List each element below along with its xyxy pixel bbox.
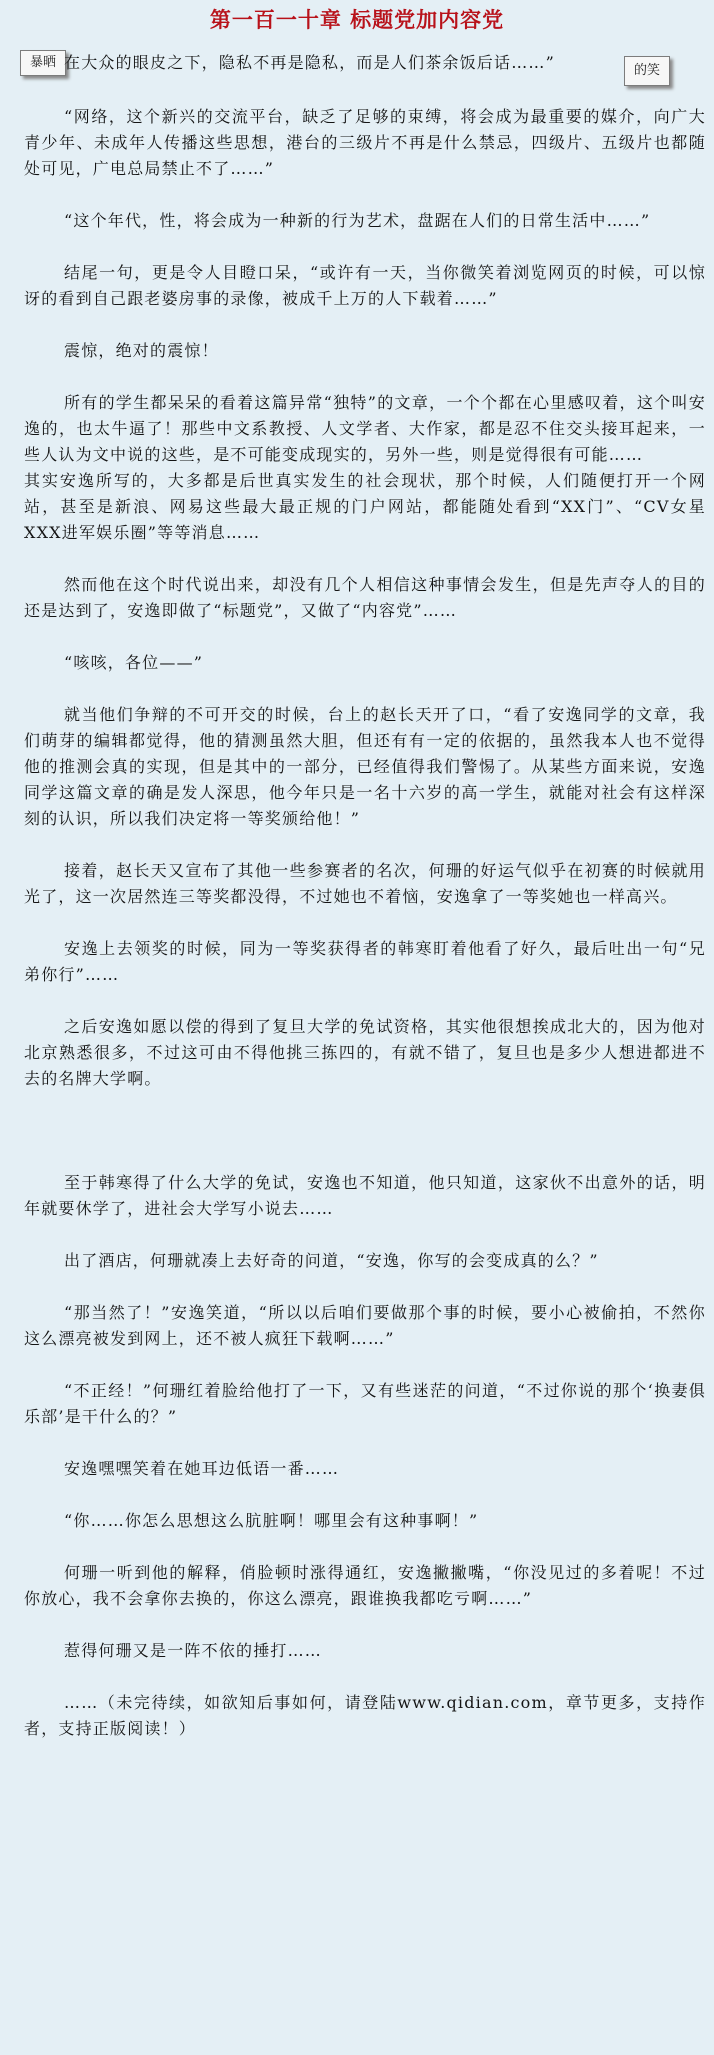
paragraph: 然而他在这个时代说出来，却没有几个人相信这种事情会发生，但是先声夺人的目的还是达到了，安逸即做了“标题党”，又做了“内容党”…… <box>24 575 706 620</box>
paragraph: 至于韩寒得了什么大学的免试，安逸也不知道，他只知道，这家伙不出意外的话，明年就要休学了，进社会大学写小说去…… <box>24 1173 706 1218</box>
paragraph: 所有的学生都呆呆的看着这篇异常“独特”的文章，一个个都在心里感叹着，这个叫安逸的，也太牛逼了！那些中文系教授、人文学者、大作家，都是忍不住交头接耳起来，一些人认为文中说的这些，是不可能变成现实的，另外一些，则是觉得很有可能…… 其实安逸所写的，大多都是后世真实发生的社会现状，那个时候，人们随便打开一个网站，甚至是新浪、网易这些最大最正规的门户网站，都能随处看到“XX门”、“CV女星XXX进军娱乐圈”等等消息…… <box>24 393 706 542</box>
paragraph: ……（未完待续，如欲知后事如何，请登陆www.qidian.com，章节更多，支持作者，支持正版阅读！） <box>24 1693 706 1738</box>
paragraph: 出了酒店，何珊就凑上去好奇的问道，“安逸，你写的会变成真的么？” <box>64 1251 599 1270</box>
paragraph: 安逸上去领奖的时候，同为一等奖获得者的韩寒盯着他看了好久，最后吐出一句“兄弟你行”…… <box>24 939 706 984</box>
paragraph: “不正经！”何珊红着脸给他打了一下，又有些迷茫的问道，“不过你说的那个‘换妻俱乐部’是干什么的？” <box>24 1381 706 1426</box>
paragraph: “那当然了！”安逸笑道，“所以以后咱们要做那个事的时候，要小心被偷拍，不然你这么漂亮被发到网上，还不被人疯狂下载啊……” <box>24 1303 706 1348</box>
paragraph: 安逸嘿嘿笑着在她耳边低语一番…… <box>64 1459 340 1478</box>
right-float-button[interactable]: 的笑 <box>624 56 670 86</box>
chapter-title: 第一百一十章 标题党加内容党 <box>209 8 505 32</box>
left-float-button[interactable]: 暴晒 <box>20 50 66 76</box>
paragraph: “你……你怎么思想这么肮脏啊！哪里会有这种事啊！” <box>64 1511 479 1530</box>
chapter-body <box>24 50 706 1742</box>
paragraph: 之后安逸如愿以偿的得到了复旦大学的免试资格，其实他很想挨成北大的，因为他对北京熟悉很多，不过这可由不得他挑三拣四的，有就不错了，复旦也是多少人想进都进不去的名牌大学啊。 <box>24 1017 706 1088</box>
paragraph: 在大众的眼皮之下，隐私不再是隐私，而是人们茶余饭后话……” <box>64 53 555 72</box>
paragraph: 惹得何珊又是一阵不依的捶打…… <box>64 1641 323 1660</box>
paragraph: “网络，这个新兴的交流平台，缺乏了足够的束缚，将会成为最重要的媒介，向广大青少年、未成年人传播这些思想，港台的三级片不再是什么禁忌，四级片、五级片也都随处可见，广电总局禁止不了……” <box>24 107 706 178</box>
paragraph: 结尾一句，更是令人目瞪口呆，“或许有一天，当你微笑着浏览网页的时候，可以惊讶的看到自己跟老婆房事的录像，被成千上万的人下载着……” <box>24 263 706 308</box>
paragraph: 就当他们争辩的不可开交的时候，台上的赵长天开了口，“看了安逸同学的文章，我们萌芽的编辑都觉得，他的猜测虽然大胆，但还有有一定的依据的，虽然我本人也不觉得他的推测会真的实现，但是其中的一部分，已经值得我们警惕了。从某些方面来说，安逸同学这篇文章的确是发人深思，他今年只是一名十六岁的高一学生，就能对社会有这样深刻的认识，所以我们决定将一等奖颁给他！” <box>24 705 706 828</box>
paragraph: 何珊一听到他的解释，俏脸顿时涨得通红，安逸撇撇嘴，“你没见过的多着呢！不过你放心，我不会拿你去换的，你这么漂亮，跟谁换我都吃亏啊……” <box>24 1563 706 1608</box>
paragraph: 震惊，绝对的震惊！ <box>64 341 219 360</box>
paragraph: “这个年代，性，将会成为一种新的行为艺术，盘踞在人们的日常生活中……” <box>64 211 651 230</box>
paragraph: 接着，赵长天又宣布了其他一些参赛者的名次，何珊的好运气似乎在初赛的时候就用光了，这一次居然连三等奖都没得，不过她也不着恼，安逸拿了一等奖她也一样高兴。 <box>24 861 706 906</box>
paragraph: “咳咳，各位——” <box>64 653 204 672</box>
